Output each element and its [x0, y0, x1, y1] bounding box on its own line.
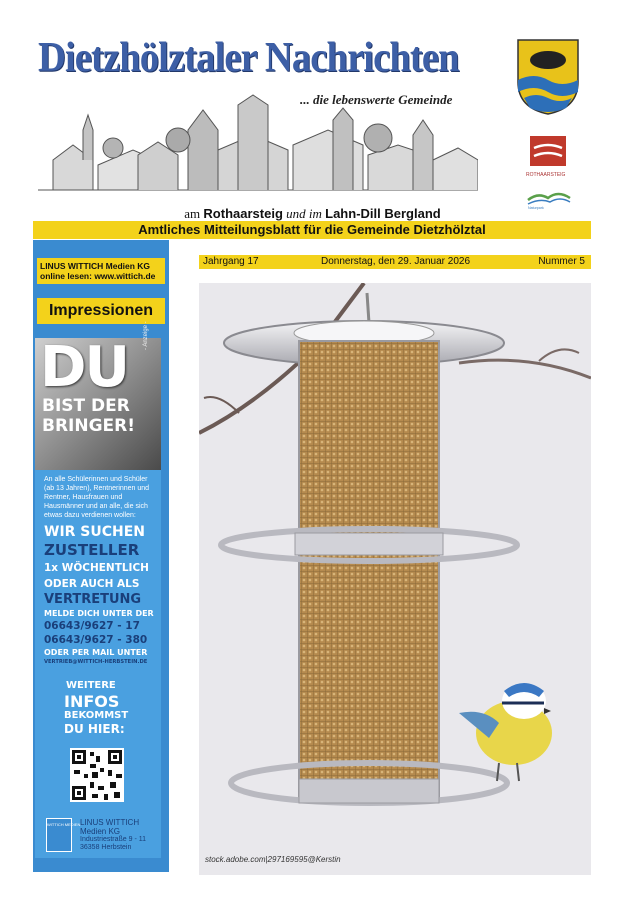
ad-du: DU — [40, 335, 128, 400]
publisher-name: LINUS WITTICH Medien KG — [40, 261, 151, 271]
ad-bekommst: BEKOMMST — [64, 710, 129, 721]
newspaper-title: Dietzhölztaler Nachrichten — [38, 35, 459, 81]
ad-woechentlich: 1x WÖCHENTLICH — [44, 562, 149, 574]
section-label: Impressionen — [37, 298, 165, 324]
ad-company-2: Medien KG — [80, 827, 121, 836]
issue-info-bar — [199, 255, 591, 269]
ad-intro-text: An alle Schülerinnen und Schüler (ab 13 Jahren), Rentnerinnen und Rentner, Hausfrauen und Hausmänner und an alle, die sich etwas dazu verdienen wollen: — [44, 476, 150, 519]
municipal-crest-icon — [514, 36, 582, 116]
rothaarsteig-label: ROTHAARSTEIG — [526, 172, 566, 178]
ad-company-1: LINUS WITTICH — [80, 818, 140, 827]
publisher-box — [37, 258, 165, 284]
region-middle: und im — [286, 206, 322, 221]
photo-credit: stock.adobe.com|297169595@Kerstin — [205, 855, 341, 864]
region-lahn: Lahn-Dill Bergland — [325, 206, 441, 221]
ad-wir-suchen: WIR SUCHEN — [44, 524, 146, 540]
issue-date: Donnerstag, den 29. Januar 2026 — [321, 256, 470, 267]
ad-weitere: WEITERE — [66, 680, 116, 691]
newspaper-subtitle: ... die lebenswerte Gemeinde — [300, 92, 453, 107]
publisher-online-link[interactable]: online lesen: www.wittich.de — [40, 271, 156, 281]
ad-melde-dich: MELDE DICH UNTER DER — [44, 609, 154, 618]
ad-phone-2[interactable]: 06643/9627 - 380 — [44, 634, 148, 646]
ad-du-hier: DU HIER: — [64, 722, 125, 736]
naturpark-label: Naturpark — [528, 206, 544, 210]
rothaarsteig-logo-icon — [526, 134, 572, 172]
ad-zusteller: ZUSTELLER — [44, 541, 140, 559]
region-rothaar: Rothaarsteig — [203, 206, 283, 221]
ad-headline-1: BIST DER — [42, 396, 130, 416]
qr-code-icon[interactable] — [70, 748, 124, 802]
ad-oder-auch-als: ODER AUCH ALS — [44, 578, 140, 590]
village-sketch — [38, 90, 478, 200]
ad-anzeige-label: - Anzeige - — [143, 321, 149, 350]
cover-photo-blue-tit-feeder — [199, 283, 591, 875]
ad-address-block — [80, 818, 146, 852]
issue-volume: Jahrgang 17 — [203, 256, 259, 267]
wittich-logo-label: WITTICH MEDIEN — [47, 822, 81, 827]
ad-vertretung: VERTRETUNG — [44, 592, 142, 607]
ad-oder-per-mail: ODER PER MAIL UNTER — [44, 648, 148, 657]
ad-infos: INFOS — [64, 692, 120, 711]
ad-street: Industriestraße 9 - 11 — [80, 836, 147, 843]
ad-phone-1[interactable]: 06643/9627 - 17 — [44, 620, 140, 632]
region-line — [0, 206, 625, 222]
official-gazette-bar: Amtliches Mitteilungsblatt für die Gemeinde Dietzhölztal — [33, 221, 591, 242]
ad-city: 36358 Herbstein — [80, 844, 132, 851]
ad-headline-2: BRINGER! — [42, 416, 136, 436]
region-prefix: am — [184, 206, 201, 221]
issue-number: Nummer 5 — [538, 256, 585, 267]
ad-email-link[interactable]: VERTRIEB@WITTICH-HERBSTEIN.DE — [44, 659, 148, 665]
